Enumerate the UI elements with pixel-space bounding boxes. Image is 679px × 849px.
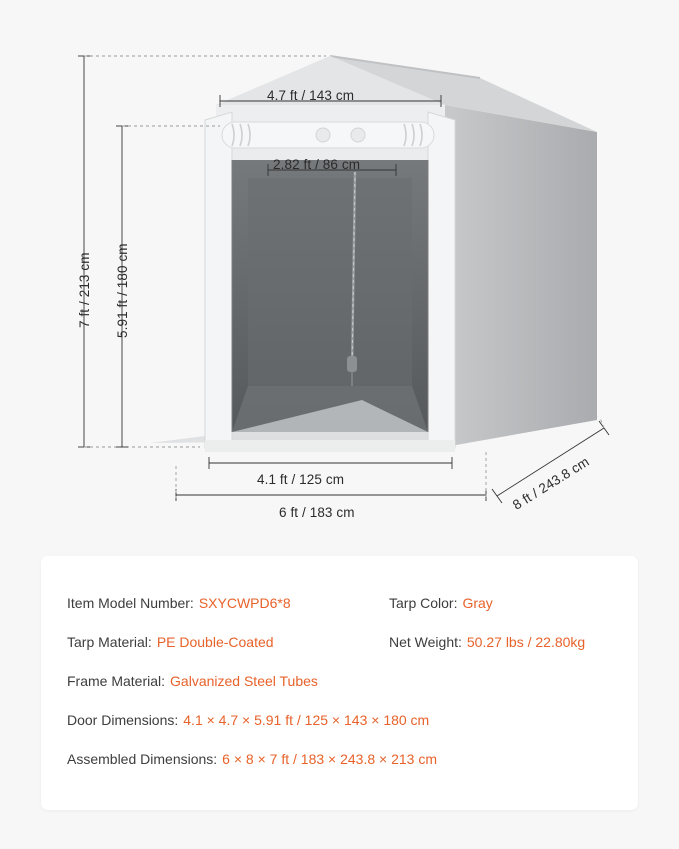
spec-item-net-weight [389, 633, 585, 652]
spec-item-frame-material [67, 672, 618, 691]
dim-label-top-width: 4.7 ft / 143 cm [267, 88, 355, 103]
spec-row [67, 711, 618, 730]
spec-value: Gray [462, 595, 493, 611]
spec-key: Item Model Number: [67, 595, 194, 611]
dim-label-door-height: 5.91 ft / 180 cm [115, 243, 130, 338]
spec-row [67, 750, 618, 769]
rolled-door-flap [222, 122, 434, 148]
dim-label-front-width: 6 ft / 183 cm [279, 505, 355, 520]
spec-key: Frame Material: [67, 673, 166, 689]
spec-row [67, 633, 618, 652]
base-bar [205, 440, 455, 452]
spec-value: 4.1 × 4.7 × 5.91 ft / 125 × 143 × 180 cm [183, 712, 430, 728]
spec-key: Tarp Color: [389, 595, 458, 611]
dim-label-depth: 8 ft / 243.8 cm [510, 453, 592, 513]
spec-value: PE Double-Coated [156, 634, 274, 650]
spec-key: Assembled Dimensions: [67, 751, 218, 767]
spec-value: 50.27 lbs / 22.80kg [466, 634, 586, 650]
side-panel [445, 105, 597, 447]
dim-label-door-width-bottom: 4.1 ft / 125 cm [257, 472, 345, 487]
spec-key: Door Dimensions: [67, 712, 179, 728]
specification-card [41, 556, 638, 810]
spec-grid [67, 594, 618, 789]
dim-label-door-width-top: 2.82 ft / 86 cm [273, 157, 361, 172]
right-frame-post [428, 112, 455, 448]
spec-item-tarp-color [389, 594, 493, 613]
interior-back-wall [248, 178, 412, 386]
spec-item-door-dimensions [67, 711, 618, 730]
spec-item-model-number [67, 594, 389, 613]
spec-item-tarp-material [67, 633, 389, 652]
spec-key: Net Weight: [389, 634, 462, 650]
spec-value: 6 × 8 × 7 ft / 183 × 243.8 × 213 cm [222, 751, 437, 767]
spec-row [67, 672, 618, 691]
spec-item-assembled-dimensions [67, 750, 618, 769]
dim-label-total-height: 7 ft / 213 cm [77, 252, 92, 328]
spec-key: Tarp Material: [67, 634, 152, 650]
spec-value: SXYCWPD6*8 [198, 595, 291, 611]
spec-row [67, 594, 618, 613]
left-frame-post [205, 112, 232, 448]
spec-value: Galvanized Steel Tubes [170, 673, 318, 689]
interior-floor [232, 386, 428, 432]
